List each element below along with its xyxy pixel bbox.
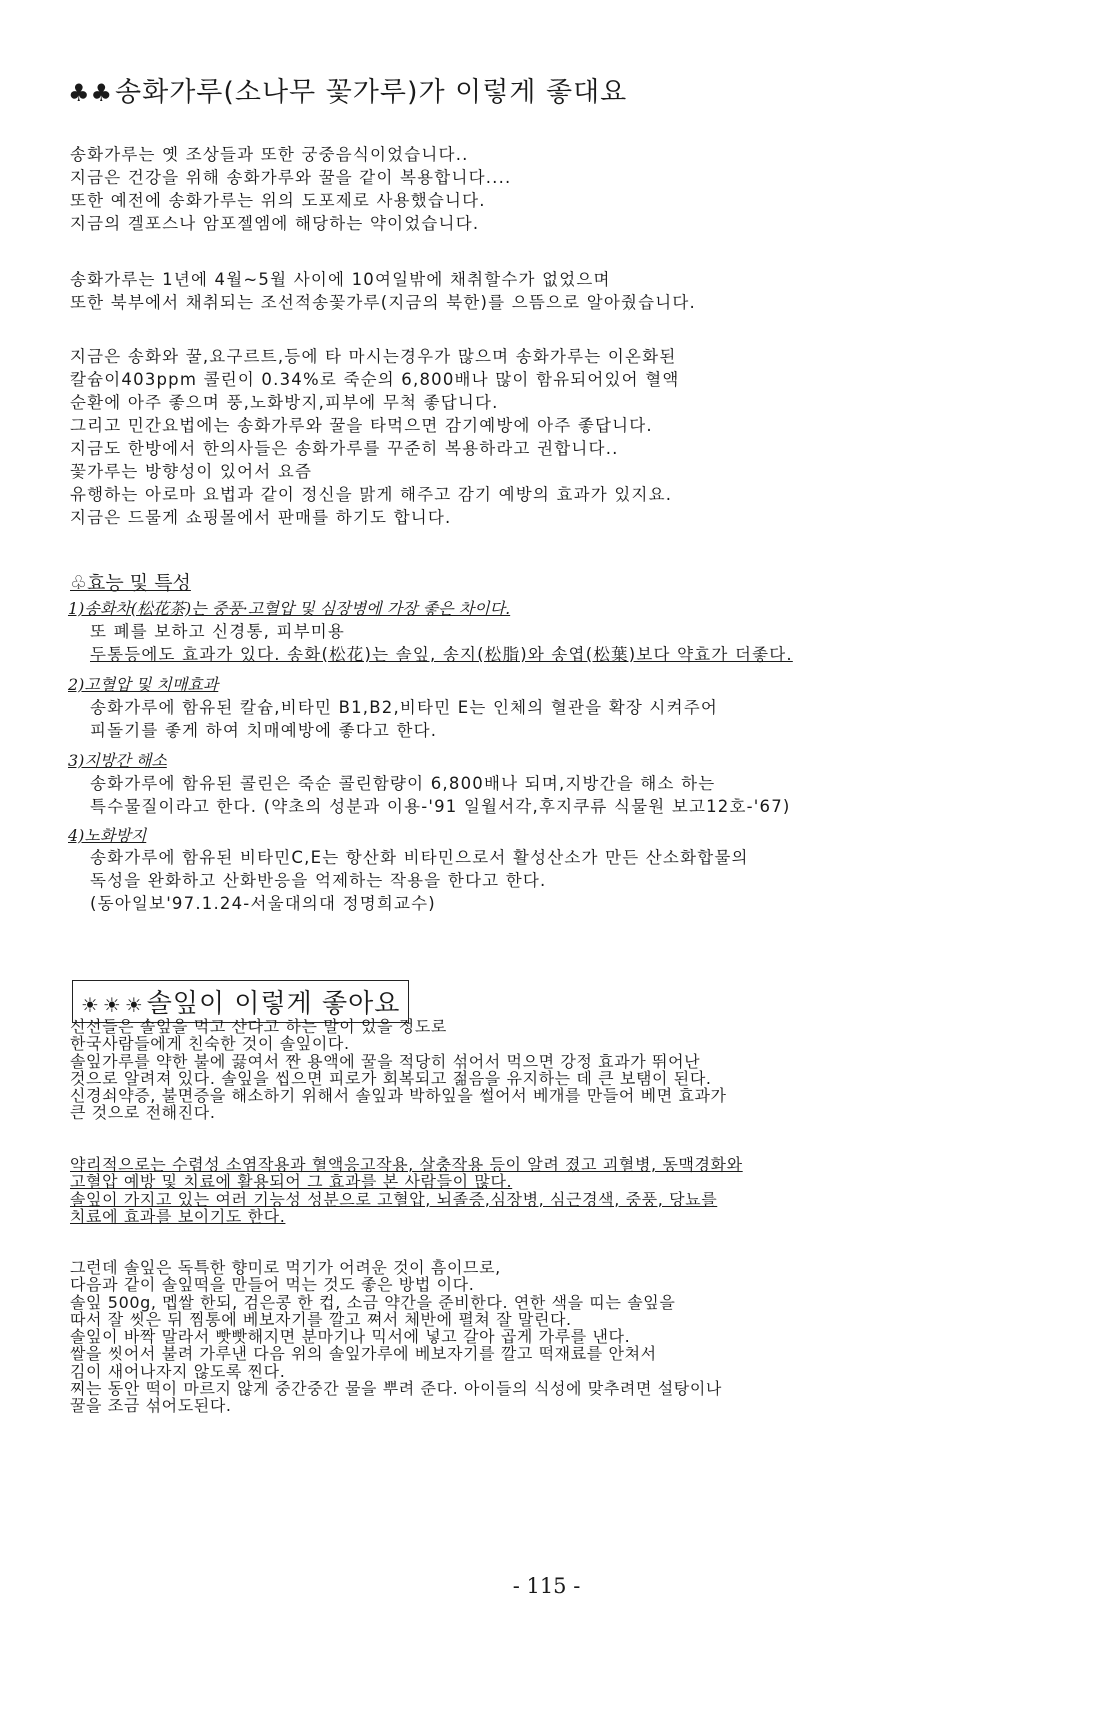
club-icon: ♣♣: [68, 79, 114, 107]
text-line: 피돌기를 좋게 하여 치매예방에 좋다고 한다.: [90, 721, 438, 740]
text-line: 신선들은 솔잎을 먹고 산다고 하는 말이 있을 정도로: [70, 1017, 447, 1036]
text-line: 지금의 겔포스나 암포젤엠에 해당하는 약이었습니다.: [70, 214, 480, 233]
effects-heading: [70, 568, 191, 595]
title-text: 송화가루(소나무 꽃가루)가 이렇게 좋대요: [115, 77, 628, 108]
text-line: 송화가루에 함유된 칼슘,비타민 B1,B2,비타민 E는 인체의 혈관을 확장 시켜주어: [90, 698, 718, 717]
text-line: 지금도 한방에서 한의사들은 송화가루를 꾸준히 복용하라고 권합니다..: [70, 439, 619, 458]
page-title: [68, 70, 627, 109]
club-outline-icon: ♧: [70, 572, 88, 594]
effect-item-title: 4)노화방지: [68, 826, 147, 845]
text-line: 치료에 효과를 보이기도 한다.: [70, 1206, 286, 1226]
effects-heading-text: 효능 및 특성: [87, 572, 191, 594]
intro-paragraph-3: [70, 345, 680, 529]
text-line: 것으로 알려져 있다. 솔잎을 씹으면 피로가 회복되고 젊음을 유지하는 데 큰 보탬이 된다.: [70, 1068, 712, 1088]
text-line: 그런데 솔잎은 독특한 향미로 먹기가 어려운 것이 흠이므로,: [70, 1258, 501, 1277]
pine-paragraph-1: [70, 1018, 727, 1122]
text-line: 솔잎이 가지고 있는 여러 기능성 성분으로 고혈압, 뇌졸증,심장병, 심근경색, 중풍, 당뇨를: [70, 1189, 718, 1209]
text-line: 송화가루는 1년에 4월~5월 사이에 10여일밖에 채취할수가 없었으며: [70, 270, 611, 289]
page-number: - 115 -: [512, 1574, 581, 1598]
pine-heading: 솔잎이 이렇게 좋아요: [146, 989, 401, 1019]
effect-item-body: [70, 696, 718, 742]
text-line: 순환에 아주 좋으며 풍,노화방지,피부에 무척 좋답니다.: [70, 393, 499, 412]
text-line: 지금은 드물게 쇼핑몰에서 판매를 하기도 합니다.: [70, 508, 452, 527]
text-line: 신경쇠약증, 불면증을 해소하기 위해서 솔잎과 박하잎을 썰어서 베개를 만들어 베면 효과가: [70, 1086, 727, 1106]
text-line: 쌀을 씻어서 불려 가루낸 다음 위의 솔잎가루에 베보자기를 깔고 떡재료를 안쳐서: [70, 1344, 657, 1364]
text-line: 그리고 민간요법에는 송화가루와 꿀을 타먹으면 감기예방에 아주 좋답니다.: [70, 416, 653, 435]
text-line: 따서 잘 씻은 뒤 찜통에 베보자기를 깔고 쪄서 체반에 펼쳐 잘 말린다.: [70, 1309, 572, 1329]
effect-item-title: 1)송화차(松花茶)는 중풍·고혈압 및 심장병에 가장 좋은 차이다.: [68, 599, 511, 618]
text-line: 솔잎 500g, 멥쌀 한되, 검은콩 한 컵, 소금 약간을 준비한다. 연한 색을 띠는 솔잎을: [70, 1292, 676, 1312]
text-line: 송화가루에 함유된 비타민C,E는 항산화 비타민으로서 활성산소가 만든 산소화합물의: [90, 848, 749, 867]
text-line: 찌는 동안 떡이 마르지 않게 중간중간 물을 뿌려 준다. 아이들의 식성에 맞추려면 설탕이나: [70, 1379, 722, 1399]
text-line: 송화가루에 함유된 콜린은 죽순 콜린함량이 6,800배나 되며,지방간을 해소 하는: [90, 774, 716, 793]
text-line: 고혈압 예방 및 치료에 활용되어 그 효과를 본 사람들이 많다.: [70, 1172, 513, 1192]
intro-paragraph-2: [70, 268, 696, 314]
text-line: 칼슘이403ppm 콜린이 0.34%로 죽순의 6,800배나 많이 함유되어있어 혈액: [70, 370, 680, 389]
pine-paragraph-2: [70, 1156, 743, 1225]
text-line: 또 폐를 보하고 신경통, 피부미용: [90, 622, 346, 641]
effect-item-body: [70, 772, 791, 818]
pine-paragraph-3: [70, 1259, 722, 1415]
text-line: 솔잎이 바짝 말라서 빳빳해지면 분마기나 믹서에 넣고 갈아 곱게 가루를 낸다.: [70, 1327, 631, 1347]
effect-item-body: [70, 846, 749, 915]
text-line: 김이 새어나자지 않도록 찐다.: [70, 1361, 286, 1381]
text-line: 또한 북부에서 채취되는 조선적송꽃가루(지금의 북한)를 으뜸으로 알아줬습니다.: [70, 293, 696, 312]
text-line: 유행하는 아로마 요법과 같이 정신을 맑게 해주고 감기 예방의 효과가 있지요.: [70, 485, 673, 504]
text-line: 솔잎가루를 약한 불에 끓여서 짠 용액에 꿀을 적당히 섞어서 먹으면 강정 효과가 뛰어난: [70, 1051, 701, 1071]
text-line: 다음과 같이 솔잎떡을 만들어 먹는 것도 좋은 방법 이다.: [70, 1275, 475, 1295]
text-line: 또한 예전에 송화가루는 위의 도포제로 사용했습니다.: [70, 191, 486, 210]
effect-item-title: 2)고혈압 및 치매효과: [68, 675, 219, 694]
text-line: 송화가루는 옛 조상들과 또한 궁중음식이었습니다..: [70, 145, 469, 164]
text-line: 큰 것으로 전해진다.: [70, 1103, 216, 1123]
text-line: 지금은 건강을 위해 송화가루와 꿀을 같이 복용합니다....: [70, 168, 512, 187]
intro-paragraph-1: [70, 143, 512, 235]
text-line: 독성을 완화하고 산화반응을 억제하는 작용을 한다고 한다.: [90, 871, 547, 890]
text-line: 특수물질이라고 한다. (약초의 성분과 이용-'91 일월서각,후지쿠류 식물원 보고12호-'67): [90, 797, 791, 816]
text-line: 약리적으로는 수렴성 소염작용과 혈액응고작용, 살충작용 등이 알려 졌고 괴혈병, 동맥경화와: [70, 1155, 743, 1174]
text-line: 두통등에도 효과가 있다. 송화(松花)는 솔잎, 송지(松脂)와 송엽(松葉)보다 약효가 더좋다.: [90, 645, 793, 664]
text-line: 한국사람들에게 친숙한 것이 솔잎이다.: [70, 1034, 350, 1054]
text-line: (동아일보'97.1.24-서울대의대 정명희교수): [90, 894, 436, 913]
text-line: 꽃가루는 방향성이 있어서 요즘: [70, 462, 313, 481]
text-line: 지금은 송화와 꿀,요구르트,등에 타 마시는경우가 많으며 송화가루는 이온화된: [70, 347, 677, 366]
effect-item-title: 3)지방간 해소: [68, 751, 167, 770]
effect-item-body: [70, 620, 793, 666]
sun-icon: ☀☀☀: [81, 993, 147, 1017]
text-line: 꿀을 조금 섞어도된다.: [70, 1396, 232, 1416]
